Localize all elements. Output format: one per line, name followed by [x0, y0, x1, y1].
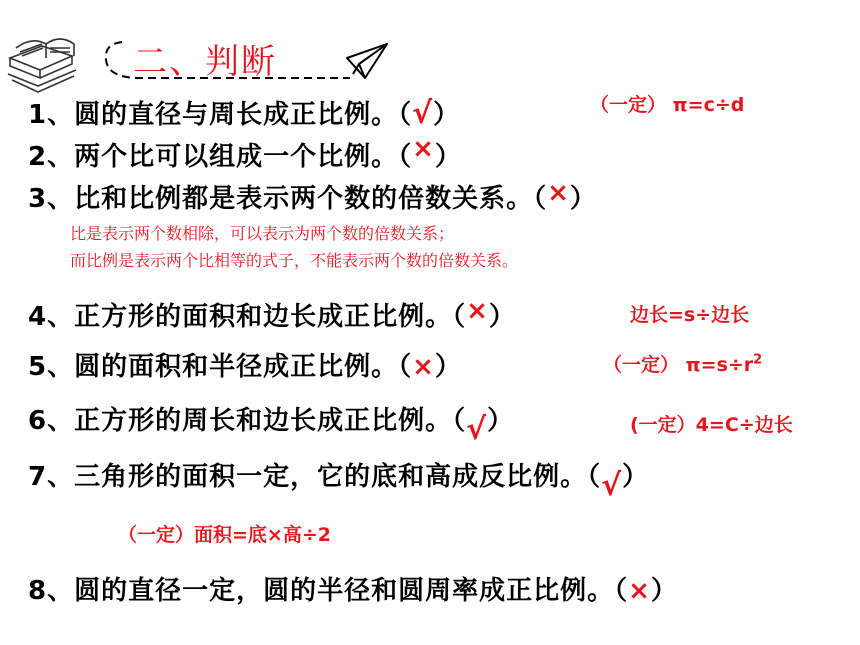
explanation-line-1: 比是表示两个数相除，可以表示为两个数的倍数关系； [70, 224, 455, 243]
answer-4: × [466, 296, 489, 326]
question-1-text: 1、圆的直径与周长成正比例。（ [28, 100, 413, 130]
note-7: （一定）面积=底×高÷2 [118, 524, 331, 546]
note-5 [603, 350, 762, 377]
paper-plane-icon [345, 40, 390, 82]
answer-3: × [547, 178, 570, 208]
question-7-close: ） [622, 462, 650, 492]
question-5-close: ） [434, 352, 462, 382]
answer-5: × [412, 352, 435, 382]
question-4 [28, 296, 516, 333]
question-8 [28, 570, 678, 607]
answer-1: √ [412, 96, 434, 131]
answer-7: √ [601, 468, 623, 503]
question-8-close: ） [650, 576, 678, 606]
question-2-text: 2、两个比可以组成一个比例。（ [28, 142, 413, 172]
question-6-text: 6、正方形的周长和边长成正比例。（ [28, 406, 467, 436]
note-6: (一定）4=C÷边长 [630, 414, 793, 436]
question-8-text: 8、圆的直径一定，圆的半径和圆周率成正比例。（ [28, 576, 629, 606]
question-6 [28, 400, 515, 447]
open-book-icon [2, 18, 92, 98]
answer-8: × [628, 576, 651, 606]
question-5-text: 5、圆的面积和半径成正比例。（ [28, 352, 413, 382]
section-title: 二、判断 [133, 42, 277, 82]
answer-6: √ [466, 412, 488, 447]
question-3-text: 3、比和比例都是表示两个数的倍数关系。（ [28, 184, 548, 214]
note-5-text: （一定） π=s÷r [603, 354, 754, 376]
question-3 [28, 178, 597, 215]
question-7 [28, 456, 650, 503]
question-4-text: 4、正方形的面积和边长成正比例。（ [28, 302, 467, 332]
note-5-superscript: 2 [753, 352, 763, 368]
question-2 [28, 136, 462, 173]
answer-2: × [412, 134, 435, 164]
question-5 [28, 346, 462, 383]
question-1-close: ） [433, 100, 461, 130]
question-6-close: ） [487, 406, 515, 436]
explanation-line-2: 而比例是表示两个比相等的式子，不能表示两个数的倍数关系。 [70, 251, 519, 270]
note-4: 边长=s÷边长 [630, 304, 750, 326]
note-1: （一定） π=c÷d [590, 94, 745, 116]
question-7-text: 7、三角形的面积一定，它的底和高成反比例。（ [28, 462, 602, 492]
question-3-close: ） [569, 184, 597, 214]
question-4-close: ） [488, 302, 516, 332]
question-2-close: ） [434, 142, 462, 172]
question-1 [28, 94, 460, 131]
